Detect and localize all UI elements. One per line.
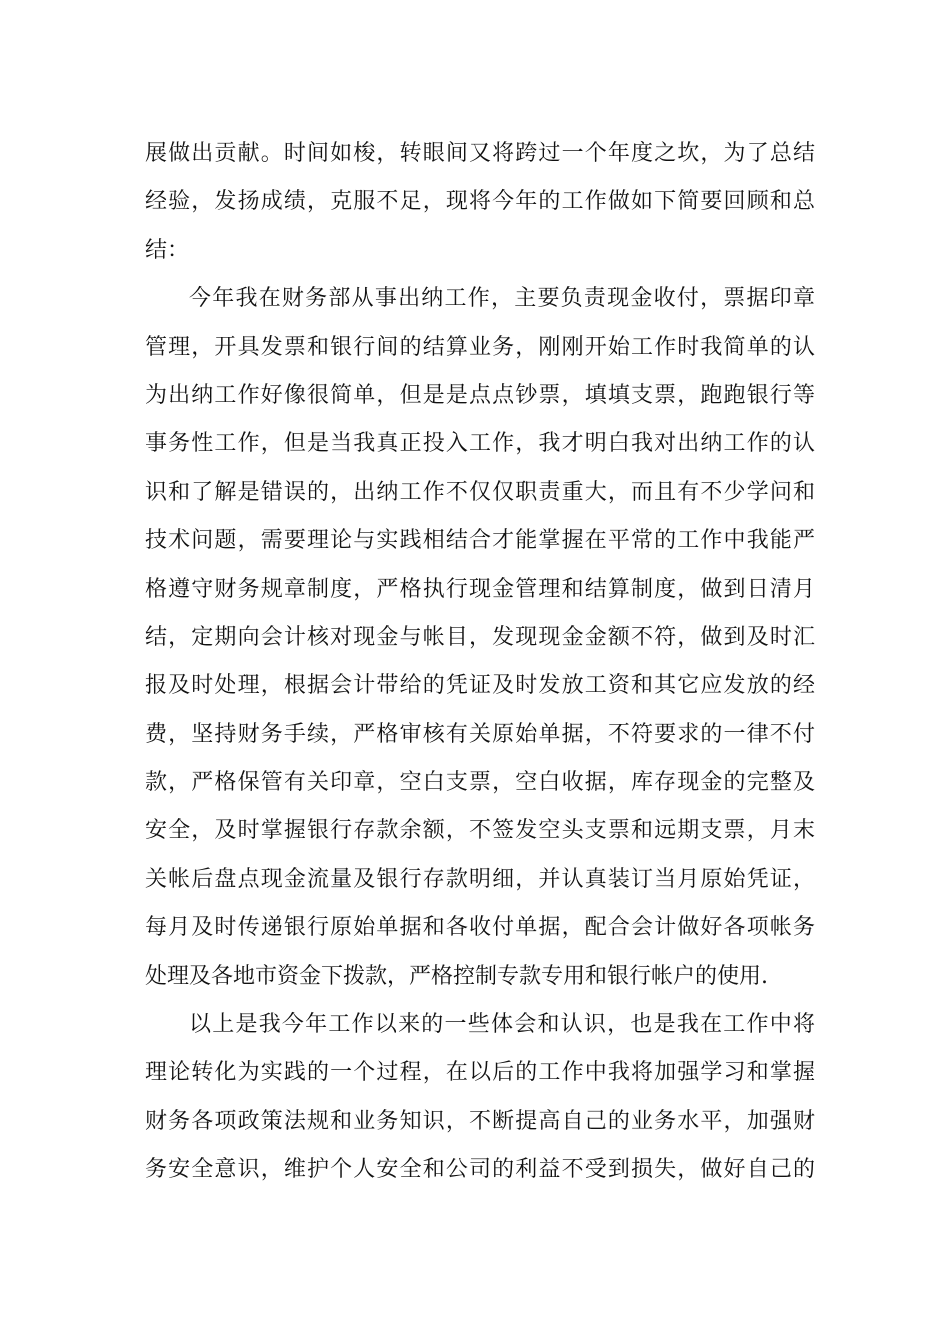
text-line: 以上是我今年工作以来的一些体会和认识，也是我在工作中将	[189, 1012, 815, 1038]
text-line: 费，坚持财务手续，严格审核有关原始单据，不符要求的一律不付	[145, 721, 815, 747]
text-line: 报及时处理，根据会计带给的凭证及时发放工资和其它应发放的经	[145, 673, 815, 699]
text-line: 结：	[145, 237, 190, 263]
text-line: 为出纳工作好像很简单，但是是点点钞票，填填支票，跑跑银行等	[145, 382, 815, 408]
text-line: 款，严格保管有关印章，空白支票，空白收据，库存现金的完整及	[145, 770, 815, 796]
text-line: 事务性工作，但是当我真正投入工作，我才明白我对出纳工作的认	[145, 431, 815, 457]
text-line: 处理及各地市资金下拨款，严格控制专款专用和银行帐户的使用.	[145, 963, 768, 989]
text-line: 关帐后盘点现金流量及银行存款明细，并认真装订当月原始凭证，	[145, 866, 815, 892]
text-line: 管理，开具发票和银行间的结算业务，刚刚开始工作时我简单的认	[145, 334, 815, 360]
text-line: 今年我在财务部从事出纳工作，主要负责现金收付，票据印章	[189, 286, 815, 312]
text-line: 格遵守财务规章制度，严格执行现金管理和结算制度，做到日清月	[145, 576, 815, 602]
text-line: 务安全意识，维护个人安全和公司的利益不受到损失，做好自己的	[145, 1157, 815, 1183]
text-line: 展做出贡献。时间如梭，转眼间又将跨过一个年度之坎，为了总结	[145, 141, 815, 166]
text-line: 经验，发扬成绩，克服不足，现将今年的工作做如下简要回顾和总	[145, 189, 815, 215]
text-line: 财务各项政策法规和业务知识，不断提高自己的业务水平，加强财	[145, 1108, 815, 1134]
text-line: 理论转化为实践的一个过程，在以后的工作中我将加强学习和掌握	[145, 1060, 815, 1086]
text-line: 安全，及时掌握银行存款余额，不签发空头支票和远期支票，月末	[145, 818, 815, 844]
text-line: 结，定期向会计核对现金与帐目，发现现金金额不符，做到及时汇	[145, 624, 815, 650]
text-line: 识和了解是错误的，出纳工作不仅仅职责重大，而且有不少学问和	[145, 479, 815, 505]
text-line: 每月及时传递银行原始单据和各收付单据，配合会计做好各项帐务	[145, 915, 815, 941]
body-text	[145, 130, 815, 1195]
text-line: 技术问题，需要理论与实践相结合才能掌握在平常的工作中我能严	[145, 528, 815, 554]
